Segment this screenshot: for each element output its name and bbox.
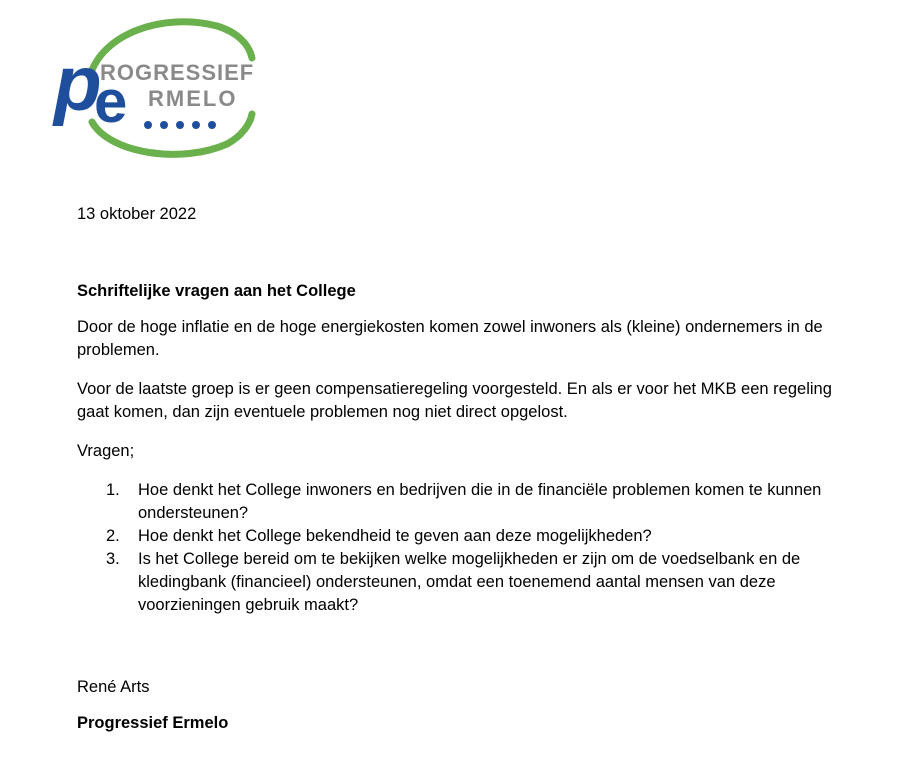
question-number: 1. <box>106 481 120 499</box>
progressief-ermelo-logo <box>52 14 262 164</box>
logo-word-progressief: ROGRESSIEF <box>100 60 255 85</box>
letter-subject: Schriftelijke vragen aan het College <box>77 282 356 300</box>
question-text: Hoe denkt het College inwoners en bedrijven die in de financiële problemen komen te kunnen ondersteunen? <box>138 481 822 522</box>
logo-dots <box>144 121 216 129</box>
list-item <box>77 479 837 525</box>
question-number: 3. <box>106 550 120 568</box>
logo-letter-p: p <box>54 39 102 127</box>
question-text: Is het College bereid om te bekijken welke mogelijkheden er zijn om de voedselbank en de kledingbank (financieel) ondersteunen, omdat een toenemend aantal mensen van deze voorzieningen gebruik maakt? <box>138 550 801 614</box>
list-item <box>77 548 837 617</box>
paragraph-compensation: Voor de laatste groep is er geen compensatieregeling voorgesteld. En als er voor het MKB een regeling gaat komen, dan zijn eventuele problemen nog niet direct opgelost. <box>77 380 832 421</box>
question-number: 2. <box>106 527 120 545</box>
question-text: Hoe denkt het College bekendheid te geven aan deze mogelijkheden? <box>138 527 652 545</box>
questions-list <box>77 479 837 617</box>
logo-letter-e: e <box>94 68 128 135</box>
list-item <box>77 525 837 548</box>
party-name: Progressief Ermelo <box>77 714 229 732</box>
questions-label: Vragen; <box>77 442 135 460</box>
letter-date: 13 oktober 2022 <box>77 205 197 223</box>
logo-word-ermelo: RMELO <box>148 86 238 111</box>
signer-name: René Arts <box>77 678 150 696</box>
paragraph-intro: Door de hoge inflatie en de hoge energiekosten komen zowel inwoners als (kleine) ondernemers in de problemen. <box>77 318 823 359</box>
